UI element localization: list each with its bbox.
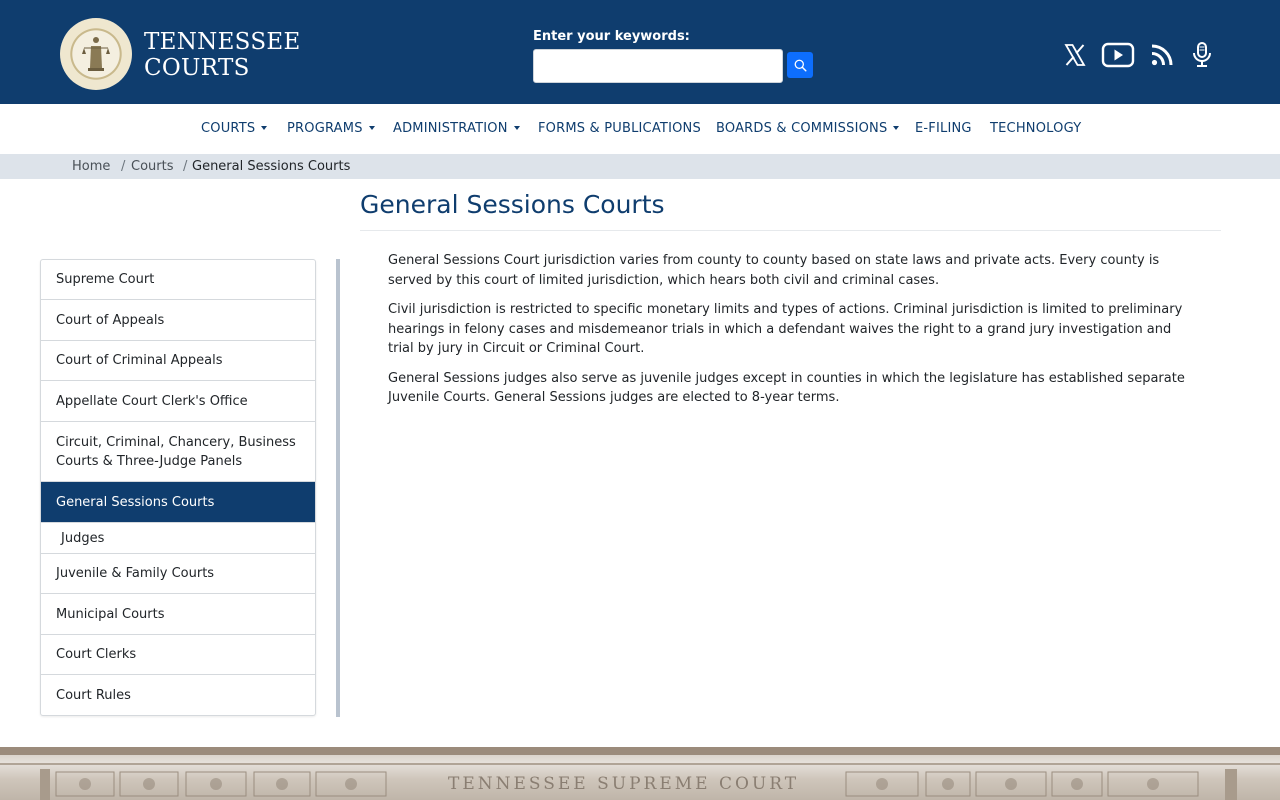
- sidebar-item-municipal-courts[interactable]: [41, 594, 315, 635]
- youtube-link[interactable]: [1101, 38, 1135, 72]
- content-accent-bar: [336, 259, 340, 717]
- nav-technology[interactable]: [990, 121, 1081, 136]
- search-icon: [794, 59, 807, 72]
- content-paragraph: General Sessions Court jurisdiction varies from county to county based on state laws and private acts. Every county is served by this court of limited jurisdiction, which hears both civil and criminal cases.: [388, 253, 1160, 288]
- sidebar-item-circuit-criminal-chancery[interactable]: [41, 422, 315, 482]
- nav-e-filing[interactable]: [915, 121, 972, 136]
- nav-administration[interactable]: [393, 121, 520, 136]
- sidebar-item-court-of-appeals[interactable]: [41, 300, 315, 341]
- sidebar-item-court-clerks[interactable]: [41, 635, 315, 675]
- nav-administration-label: ADMINISTRATION: [393, 121, 508, 136]
- page-title: General Sessions Courts: [360, 190, 665, 219]
- breadcrumb-separator: /: [183, 159, 188, 174]
- nav-forms-publications-label: FORMS & PUBLICATIONS: [538, 121, 701, 136]
- nav-courts-label: COURTS: [201, 121, 256, 136]
- breadcrumb: [0, 154, 1280, 179]
- sidebar-item-label: Court Rules: [56, 687, 131, 703]
- search-input[interactable]: [533, 49, 783, 83]
- breadcrumb-separator: /: [121, 159, 126, 174]
- sidebar-item-general-sessions-courts[interactable]: [41, 482, 315, 523]
- logo-line-2: COURTS: [144, 55, 250, 81]
- main-content: [388, 251, 1198, 418]
- nav-programs-label: PROGRAMS: [287, 121, 363, 136]
- youtube-icon: [1101, 42, 1135, 68]
- rss-feed-link[interactable]: [1145, 38, 1179, 72]
- caret-down-icon: [893, 126, 899, 130]
- sidebar-item-label: Court of Criminal Appeals: [56, 353, 223, 368]
- sidebar-item-label: Judges: [61, 530, 105, 546]
- podcast-link[interactable]: [1185, 38, 1219, 72]
- breadcrumb-home[interactable]: Home: [72, 159, 111, 174]
- breadcrumb-current: General Sessions Courts: [192, 159, 351, 174]
- rss-icon: [1150, 43, 1174, 67]
- nav-programs[interactable]: [287, 121, 375, 136]
- site-logo-text[interactable]: [144, 29, 301, 81]
- judiciary-seal-logo[interactable]: [60, 18, 132, 90]
- sidebar-item-label: Court Clerks: [56, 647, 137, 662]
- x-twitter-link[interactable]: [1058, 38, 1092, 72]
- sidebar-item-label: Municipal Courts: [56, 606, 165, 622]
- nav-technology-label: TECHNOLOGY: [990, 121, 1082, 136]
- supreme-court-building-banner: [0, 747, 1280, 800]
- search-label: Enter your keywords:: [533, 29, 690, 44]
- nav-boards-commissions[interactable]: [716, 121, 899, 136]
- sidebar-item-appellate-court-clerk[interactable]: [41, 381, 315, 422]
- sidebar-item-label: Juvenile & Family Courts: [56, 566, 215, 581]
- frieze-inscription: TENNESSEE SUPREME COURT: [448, 774, 800, 794]
- title-divider: [360, 230, 1221, 231]
- x-icon: [1063, 43, 1087, 67]
- sidebar-item-label: Court of Appeals: [56, 312, 165, 328]
- content-paragraph: Civil jurisdiction is restricted to specific monetary limits and types of actions. Criminal jurisdiction is limited to preliminary hearings in felony cases and misdemeanor trials in which a defendant waives the right to a grand jury investigation and trial by jury in Circuit or Criminal Court.: [388, 302, 1183, 356]
- sidebar-item-label: Supreme Court: [56, 272, 155, 287]
- site-header: [0, 0, 1280, 104]
- podcast-mic-icon: [1191, 41, 1213, 69]
- sidebar-subitem-judges[interactable]: [41, 523, 315, 554]
- nav-forms-publications[interactable]: [538, 121, 701, 136]
- caret-down-icon: [261, 126, 267, 130]
- caret-down-icon: [369, 126, 375, 130]
- sidebar-item-supreme-court[interactable]: [41, 260, 315, 300]
- main-navigation: [0, 104, 1280, 154]
- breadcrumb-courts[interactable]: Courts: [131, 159, 174, 174]
- sidebar-menu: [40, 259, 316, 716]
- sidebar-item-court-rules[interactable]: [41, 675, 315, 715]
- nav-courts[interactable]: [201, 121, 267, 136]
- sidebar-item-juvenile-family-courts[interactable]: [41, 554, 315, 594]
- content-paragraph: General Sessions judges also serve as juvenile judges except in counties in which the legislature has established separate Juvenile Courts. General Sessions judges are elected to 8-year terms.: [388, 370, 1185, 405]
- justice-figure-icon: [82, 34, 110, 74]
- sidebar-item-court-of-criminal-appeals[interactable]: [41, 341, 315, 381]
- sidebar-item-label: Circuit, Criminal, Chancery, Business Courts & Three-Judge Panels: [56, 434, 296, 469]
- logo-line-1: TENNESSEE: [144, 29, 301, 55]
- search-button[interactable]: [787, 52, 813, 78]
- caret-down-icon: [514, 126, 520, 130]
- nav-boards-commissions-label: BOARDS & COMMISSIONS: [716, 121, 888, 136]
- nav-e-filing-label: E-FILING: [915, 121, 972, 136]
- sidebar-item-label: General Sessions Courts: [56, 494, 215, 510]
- sidebar-item-label: Appellate Court Clerk's Office: [56, 393, 248, 409]
